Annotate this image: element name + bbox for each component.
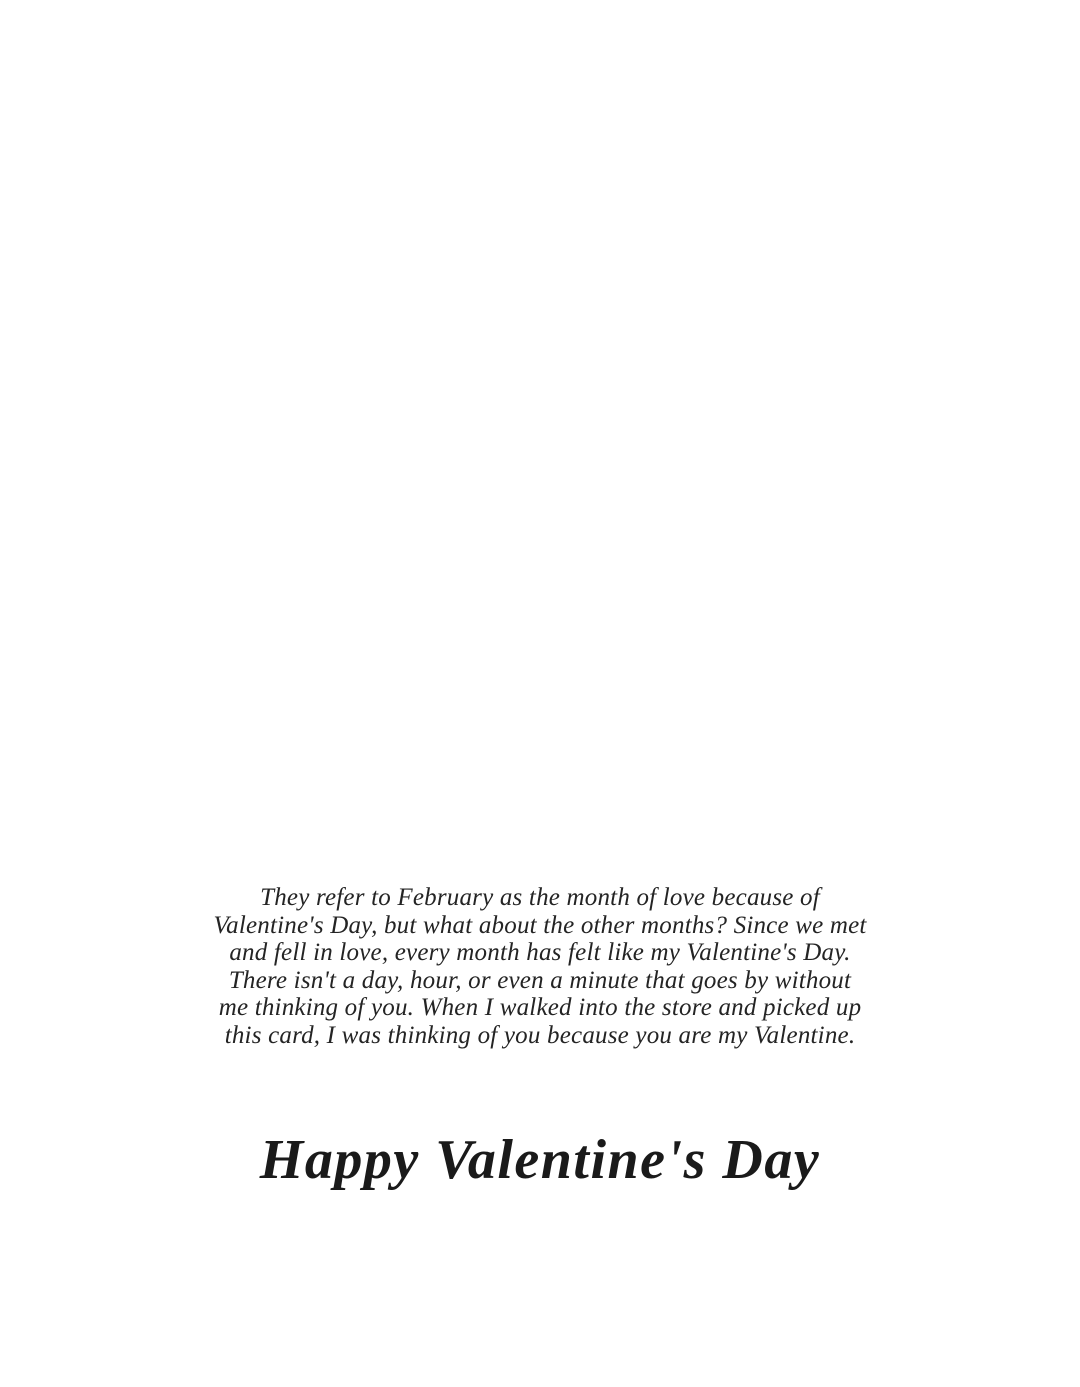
message-line: There isn't a day, hour, or even a minute that goes by without <box>228 966 852 994</box>
message-line: Valentine's Day, but what about the other months? Since we met <box>213 911 867 939</box>
greeting-title: Happy Valentine's Day <box>259 1129 821 1191</box>
card-message <box>90 884 990 1049</box>
message-line: this card, I was thinking of you because you are my Valentine. <box>224 1021 856 1049</box>
message-line: They refer to February as the month of love because of <box>260 884 820 911</box>
message-line: and fell in love, every month has felt like my Valentine's Day. <box>229 939 851 966</box>
message-line: me thinking of you. When I walked into the store and picked up <box>218 994 862 1021</box>
